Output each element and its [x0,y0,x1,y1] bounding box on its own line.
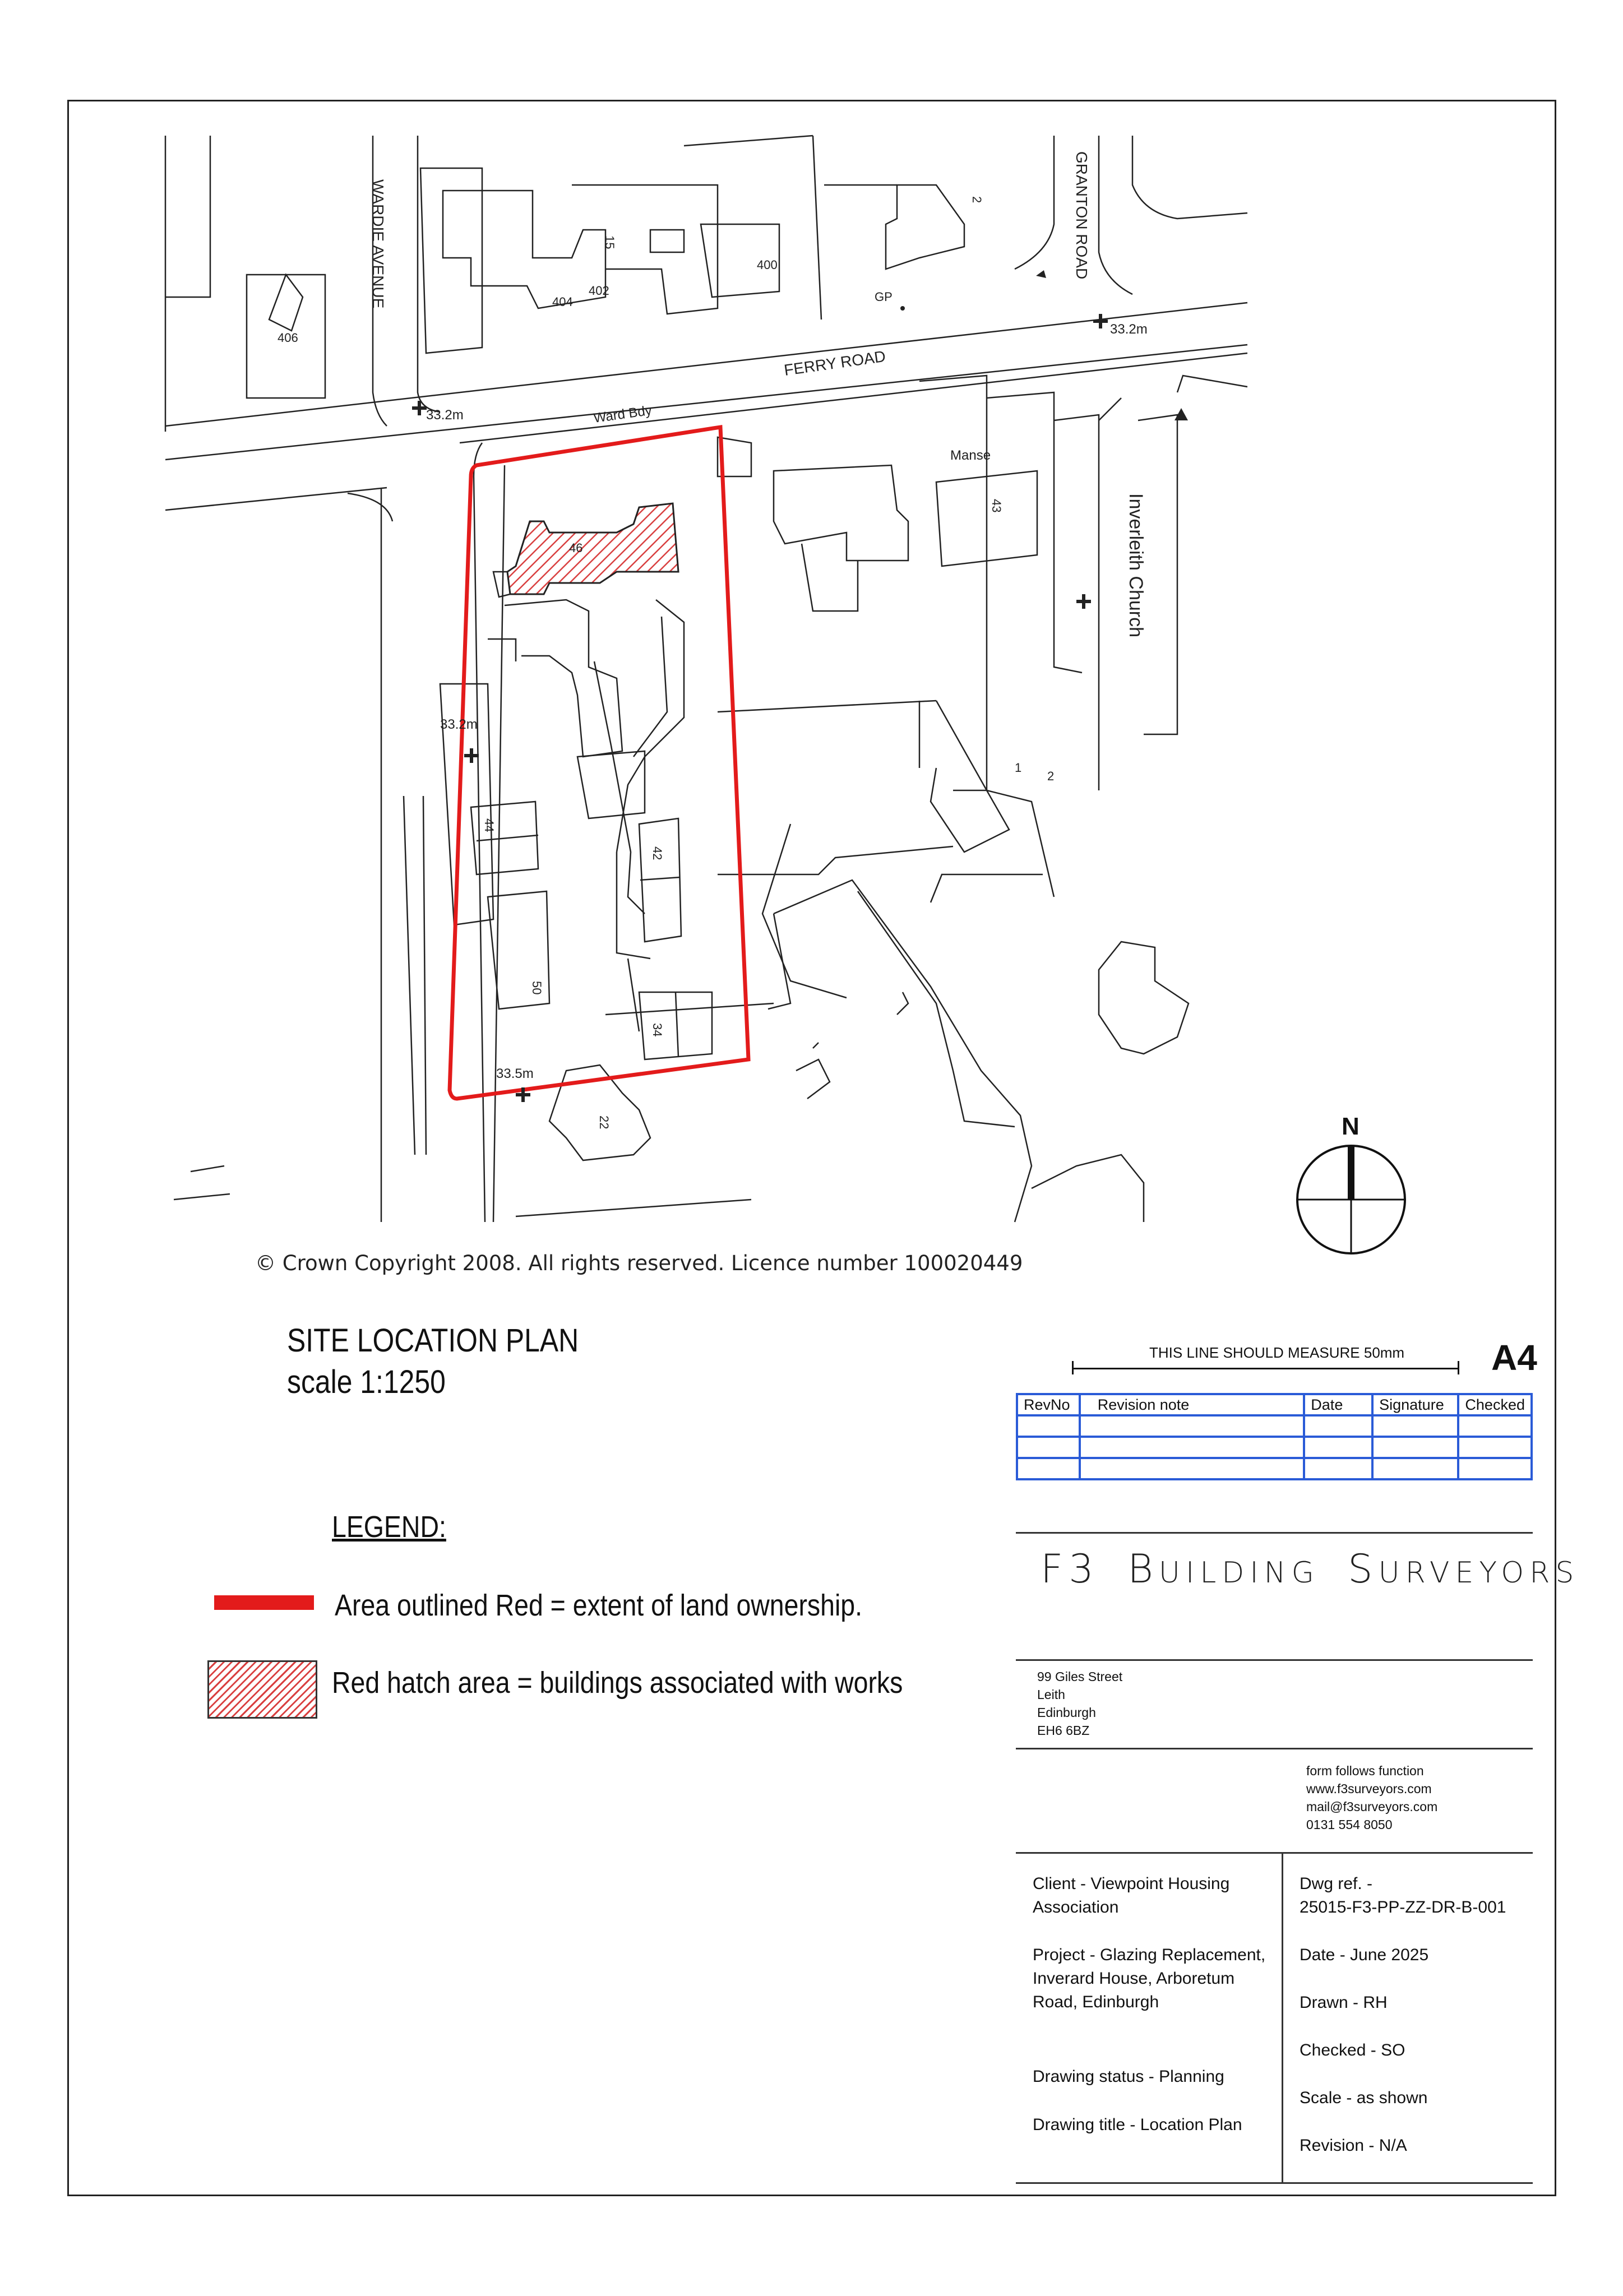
legend-heading: LEGEND: [332,1510,446,1544]
measure-note: THIS LINE SHOULD MEASURE 50mm [1149,1344,1405,1361]
label-gp: GP [875,290,893,304]
label-inverleith-church: Inverleith Church [1125,493,1146,638]
legend-red-hatch-swatch [207,1660,317,1719]
spot-height: 33.2m [426,408,464,423]
revision-table [1016,1393,1533,1480]
divider [1016,1748,1533,1749]
house-number: 402 [589,284,609,298]
drawing-status: Drawing status - Planning [1033,2067,1224,2086]
divider [1016,1659,1533,1661]
house-number: 404 [552,295,573,309]
north-arrow [1292,1113,1410,1258]
drawn-by: Drawn - RH [1300,1993,1388,2012]
spot-height: 33.5m [496,1066,534,1081]
drawing-title: Drawing title - Location Plan [1033,2116,1242,2134]
location-map [157,129,1278,1250]
compass-icon [1292,1141,1410,1258]
measure-tick-left [1072,1361,1074,1374]
table-row [1017,1458,1532,1479]
revision-header-row [1017,1394,1532,1415]
house-number: 46 [569,541,583,555]
plan-title: SITE LOCATION PLAN [287,1322,579,1359]
col-date: Date [1304,1394,1372,1415]
firm-name: F3 BUILDING SURVEYORS [1041,1546,1580,1592]
house-number: 1 [1015,761,1022,775]
legend-red-line-swatch [214,1595,314,1610]
house-number: 22 [597,1115,611,1130]
col-revision-note: Revision note [1080,1394,1305,1415]
spot-height: 33.2m [1110,322,1148,337]
house-number: 2 [970,196,984,203]
north-label: N [1342,1113,1360,1140]
divider [1016,1852,1533,1854]
dwg-ref: Dwg ref. - 25015-F3-PP-ZZ-DR-B-001 [1300,1874,1506,1917]
label-ward-bdy: Ward Bdy [593,402,653,426]
street-wardie-avenue: WARDIE AVENUE [369,179,387,309]
legend-item-works: Red hatch area = buildings associated with works [332,1666,903,1700]
house-number: 400 [757,258,778,272]
divider [1016,1532,1533,1534]
house-number: 406 [278,331,298,345]
copyright-notice: © Crown Copyright 2008. All rights reserved. Licence number 100020449 [255,1251,1023,1275]
house-number: 2 [1047,769,1055,783]
table-row [1017,1415,1532,1437]
house-number: 43 [989,499,1004,513]
legend-item-ownership: Area outlined Red = extent of land ownership. [335,1589,863,1622]
house-number: 42 [650,846,664,860]
spot-height: 33.2m [440,717,478,732]
paper-size: A4 [1491,1337,1537,1378]
firm-address: 99 Giles Street Leith Edinburgh EH6 6BZ [1037,1669,1123,1738]
street-ferry-road: FERRY ROAD [783,347,887,379]
drawing-scale: Scale - as shown [1300,2089,1428,2107]
divider [1016,2182,1533,2184]
measure-tick-right [1458,1361,1459,1374]
divider [1282,1852,1283,2183]
col-checked: Checked [1458,1394,1532,1415]
house-number: 34 [650,1023,664,1037]
col-signature: Signature [1372,1394,1458,1415]
table-row [1017,1437,1532,1458]
revision-status: Revision - N/A [1300,2136,1407,2155]
house-number: 50 [530,981,544,995]
house-number: 15 [603,235,617,249]
client-info: Client - Viewpoint Housing Association [1033,1874,1230,1917]
label-manse: Manse [950,448,991,463]
plan-scale: scale 1:1250 [287,1364,446,1400]
drawing-date: Date - June 2025 [1300,1946,1429,1964]
measure-line [1072,1368,1459,1369]
street-granton-road: GRANTON ROAD [1073,151,1090,280]
project-info: Project - Glazing Replacement, Inverard House, Arboretum Road, Edinburgh [1033,1946,1266,2011]
col-revno: RevNo [1017,1394,1080,1415]
checked-by: Checked - SO [1300,2041,1405,2059]
firm-contact: form follows function www.f3surveyors.com mail@f3surveyors.com 0131 554 8050 [1306,1763,1438,1832]
house-number: 44 [482,818,496,832]
